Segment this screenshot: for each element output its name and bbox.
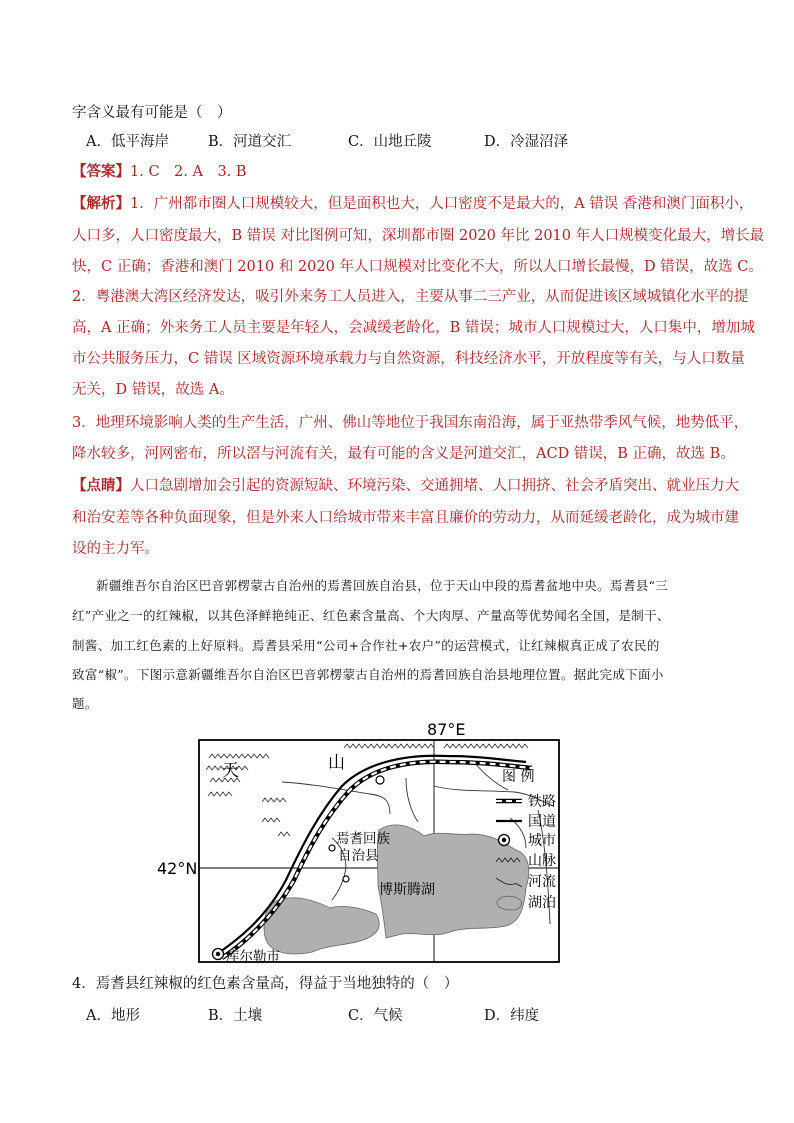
- analysis-line-1: [72, 194, 753, 214]
- legend-road: 国道: [528, 814, 556, 830]
- analysis-line-6: 市公共服务压力，C 错误 区域资源环境承载力与自然资源，科技经济水平，开放程度等有关，与人口数量: [72, 351, 745, 367]
- city-label-korla: 库尔勒市: [226, 949, 280, 965]
- q3-option-c: C．山地丘陵: [348, 134, 432, 150]
- answer-line: [72, 162, 247, 182]
- passage-line-1: 新疆维吾尔自治区巴音郭楞蒙古自治州的焉耆回族自治县，位于天山中段的焉耆盆地中央。焉耆县“三: [96, 578, 669, 593]
- county-seat-symbol: [329, 845, 335, 851]
- comment-line-2: 和治安差等各种负面现象，但是外来人口给城市带来丰富且廉价的劳动力，从而延缓老龄化，成为城市建: [72, 510, 739, 526]
- legend-railway: 铁路: [528, 794, 556, 810]
- q3-option-a: A．低平海岸: [86, 134, 169, 150]
- q3-option-d: D．冷湿沼泽: [484, 134, 569, 150]
- town-symbol: [343, 876, 349, 882]
- passage-line-3: 制酱、加工红色素的上好原料。焉耆县采用“公司+合作社+农户”的运营模式，让红辣椒真正成了农民的: [72, 638, 660, 653]
- comment-line-1: [72, 476, 739, 496]
- location-map: [154, 718, 574, 966]
- answer-text: 1. C 2. A 3. B: [130, 164, 247, 180]
- analysis-line-9: 降水较多，河网密布，所以滘与河流有关，最有可能的含义是河道交汇，ACD 错误，B 正确，故选 B。: [72, 446, 735, 462]
- passage-line-2: 红”产业之一的红辣椒，以其色泽鲜艳纯正、红色素含量高、个大肉厚、产量高等优势闻名全国，是制干、: [72, 608, 670, 623]
- tianshan-label-2: 山: [328, 753, 345, 773]
- latitude-label: 42°N: [157, 859, 198, 878]
- analysis-line-5: 高，A 正确；外来务工人员主要是年轻人，会减缓老龄化，B 错误；城市人口规模过大，人口集中，增加城: [72, 320, 755, 336]
- city-symbol-north: [376, 776, 384, 784]
- legend-title: 图 例: [502, 769, 535, 785]
- q4-option-d: D．纬度: [484, 1008, 540, 1024]
- passage-line-4: 致富“椒”。下图示意新疆维吾尔自治区巴音郭楞蒙古自治州的焉耆回族自治县地理位置。据此完成下面小: [72, 667, 664, 682]
- county-label-line-1: 焉耆回族: [336, 831, 390, 847]
- legend-lake: 湖泊: [528, 895, 556, 911]
- q4-option-c: C．气候: [348, 1008, 403, 1024]
- q4-option-a: A．地形: [86, 1008, 140, 1024]
- analysis-text-1: 1．广州都市圈人口规模较大，但是面积也大，人口密度不是最大的，A 错误 香港和澳门面积小，: [130, 196, 754, 212]
- comment-line-3: 设的主力军。: [72, 541, 159, 557]
- q3-option-b: B．河道交汇: [208, 134, 292, 150]
- comment-text-1: 人口急剧增加会引起的资源短缺、环境污染、交通拥堵、人口拥挤、社会矛盾突出、就业压力大: [130, 478, 739, 494]
- answer-tag: 【答案】: [72, 163, 130, 180]
- lake-label: 博斯腾湖: [379, 882, 435, 898]
- q4-option-b: B．土壤: [208, 1008, 263, 1024]
- passage-line-5: 题。: [72, 696, 98, 711]
- analysis-line-4: 2．粤港澳大湾区经济发达，吸引外来务工人员进入，主要从事二三产业，从而促进该区域城镇化水平的提: [72, 289, 749, 305]
- korla-city-symbol: [213, 949, 224, 960]
- q3-stem-tail: 字含义最有可能是（ ）: [72, 105, 232, 121]
- county-label-line-2: 自治县: [338, 848, 379, 864]
- analysis-line-8: 3．地理环境影响人类的生产生活，广州、佛山等地位于我国东南沿海，属于亚热带季风气候，地势低平，: [72, 415, 749, 431]
- analysis-tag: 【解析】: [72, 195, 130, 212]
- tianshan-label-1: 天: [222, 761, 239, 781]
- analysis-line-3: 快，C 正确；香港和澳门 2010 和 2020 年人口规模对比变化不大，所以人口增长最慢，D 错误，故选 C。: [72, 259, 763, 275]
- analysis-line-2: 人口多，人口密度最大，B 错误 对比图例可知，深圳都市圈 2020 年比 2010 年人口规模变化最大，增长最: [72, 228, 765, 244]
- legend-city: 城市: [528, 833, 556, 849]
- longitude-label: 87°E: [427, 720, 466, 739]
- q4-stem: 4．焉耆县红辣椒的红色素含量高，得益于当地独特的（ ）: [72, 976, 459, 992]
- legend-mountain: 山脉: [528, 853, 556, 869]
- legend-river: 河流: [528, 874, 556, 890]
- analysis-line-7: 无关，D 错误，故选 A。: [72, 382, 234, 398]
- comment-tag: 【点睛】: [72, 477, 130, 494]
